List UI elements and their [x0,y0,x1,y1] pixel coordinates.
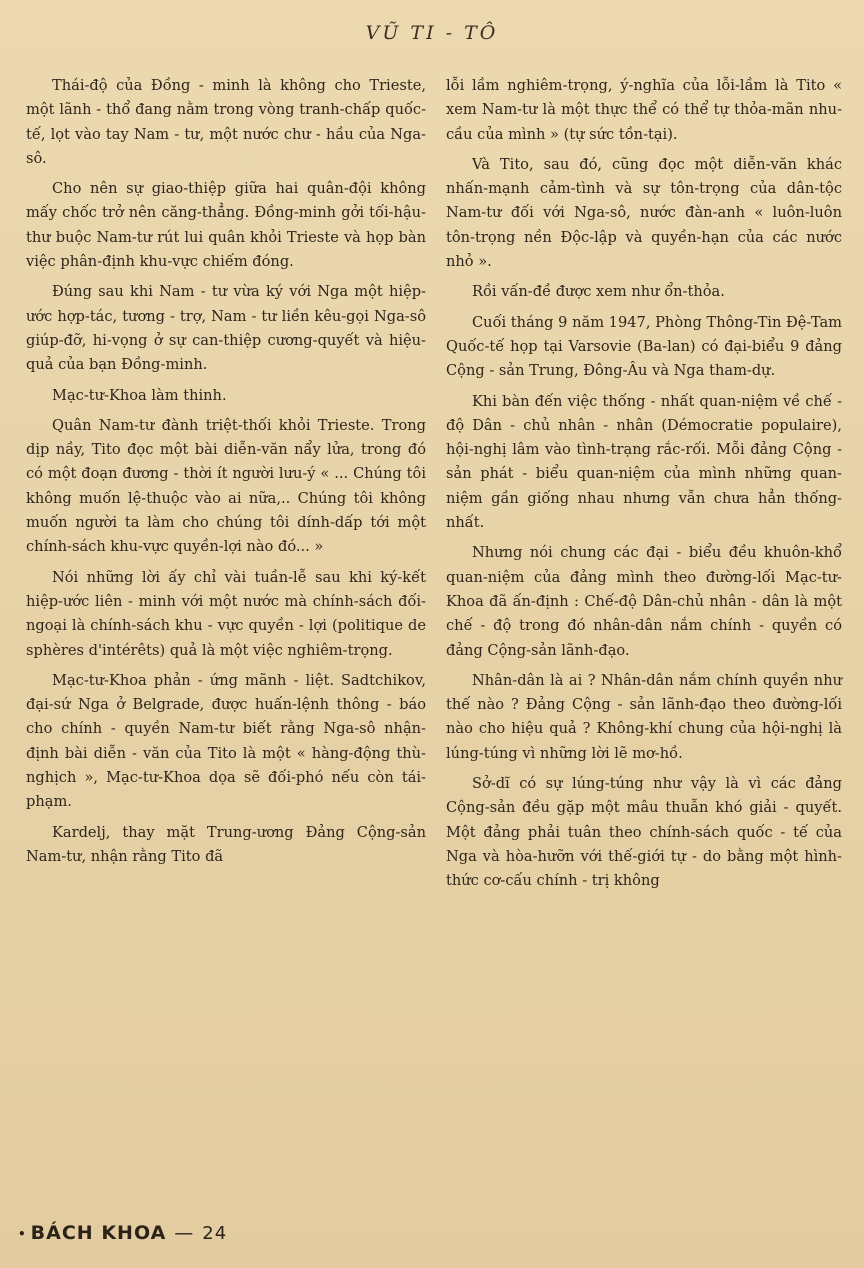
bullet-icon: • [18,1226,27,1241]
page-footer [18,1222,227,1244]
paragraph: Mạc-tư-Khoa phản - ứng mãnh - liệt. Sadtchikov, đại-sứ Nga ở Belgrade, được huấn-lệnh thông - báo cho chính - quyền Nam-tư biết rằng Nga-sô nhận-định bài diễn - văn của Tito là một « hàng-động thù-nghịch », Mạc-tư-Khoa dọa sẽ đối-phó nếu còn tái-phạm. [26,671,426,811]
paragraph: Rồi vấn-đề được xem như ổn-thỏa. [472,283,725,301]
paragraph: Thái-độ của Đồng - minh là không cho Trieste, một lãnh - thổ đang nằm trong vòng tranh-chấp quốc-tế, lọt vào tay Nam - tư, một nước chư - hầu của Nga-sô. [26,77,426,167]
paragraph: Cuối tháng 9 năm 1947, Phòng Thông-Tin Đệ-Tam Quốc-tế họp tại Varsovie (Ba-lan) có đại-biểu 9 đảng Cộng - sản Trung, Đông-Âu và Nga tham-dự. [446,313,842,380]
paragraph: Mạc-tư-Khoa làm thinh. [52,386,227,404]
paragraph: Nói những lời ấy chỉ vài tuần-lễ sau khi ký-kết hiệp-ước liên - minh với một nước mà chính-sách đối-ngoại là chính-sách khu - vực quyền - lợi (politique de sphères d'intérêts) quả là một việc nghiêm-trọng. [26,568,426,659]
right-column [446,74,842,900]
footer-separator: — [174,1222,195,1244]
paragraph: Kardelj, thay mặt Trung-ương Đảng Cộng-sản Nam-tư, nhận rằng Tito đã [26,823,426,865]
magazine-name: BÁCH KHOA [30,1222,167,1244]
running-title: VŨ TI - TÔ [365,22,499,44]
paragraph: Sở-dĩ có sự lúng-túng như vậy là vì các đảng Cộng-sản đều gặp một mâu thuẫn khó giải - quyết. Một đảng phải tuân theo chính-sách quốc - tế của Nga và hòa-hưỡn với thế-giới tự - do bằng một hình-thức cơ-cấu chính - trị không [446,775,842,890]
paragraph-continued: lỗi lầm nghiêm-trọng, ý-nghĩa của lỗi-lầm là Tito « xem Nam-tư là một thực thể có thể tự thỏa-mãn nhu-cầu của mình » (tự sức tồn-tại). [446,77,842,143]
paragraph: Quân Nam-tư đành triệt-thối khỏi Trieste. Trong dịp nầy, Tito đọc một bài diễn-văn nẩy lửa, trong đó có một đoạn đương - thời ít người lưu-ý « ... Chúng tôi không muốn lệ-thuộc vào ai nữa,.. Chúng tôi không muốn người ta làm cho chúng tôi dính-dấp tới một chính-sách khu-vực quyền-lợi nào đó... » [26,416,426,556]
paragraph: Và Tito, sau đó, cũng đọc một diễn-văn khác nhấn-mạnh cảm-tình và sự tôn-trọng của dân-tộc Nam-tư đối với Nga-sô, nước đàn-anh « luôn-luôn tôn-trọng nền Độc-lập và quyền-hạn của các nước nhỏ ». [446,155,842,271]
left-column [26,74,426,875]
page-number: 24 [202,1223,228,1244]
paragraph: Nhân-dân là ai ? Nhân-dân nắm chính quyền như thế nào ? Đảng Cộng - sản lãnh-đạo theo đường-lối nào cho hiệu quả ? Không-khí chung của hội-nghị là lúng-túng vì những lời lẽ mơ-hồ. [446,671,842,762]
paragraph: Cho nên sự giao-thiệp giữa hai quân-đội không mấy chốc trở nên căng-thẳng. Đồng-minh gởi tối-hậu-thư buộc Nam-tư rút lui quân khỏi Trieste và họp bàn việc phân-định khu-vực chiếm đóng. [26,180,426,271]
paragraph: Khi bàn đến việc thống - nhất quan-niệm về chế - độ Dân - chủ nhân - nhân (Démocratie populaire), hội-nghị lâm vào tình-trạng rắc-rối. Mỗi đảng Cộng - sản phát - biểu quan-niệm của mình những quan-niệm gần giống nhau nhưng vẫn chưa hẳn thống-nhất. [446,392,842,532]
paragraph: Nhưng nói chung các đại - biểu đều khuôn-khổ quan-niệm của đảng mình theo đường-lối Mạc-tư-Khoa đã ấn-định : Chế-độ Dân-chủ nhân - dân là một chế - độ trong đó nhân-dân nắm chính - quyền có đảng Cộng-sản lãnh-đạo. [446,544,842,659]
paragraph: Đúng sau khi Nam - tư vừa ký với Nga một hiệp-ước hợp-tác, tương - trợ, Nam - tư liền kêu-gọi Nga-sô giúp-đỡ, hi-vọng ở sự can-thiệp cương-quyết và hiệu-quả của bạn Đồng-minh. [26,283,426,374]
